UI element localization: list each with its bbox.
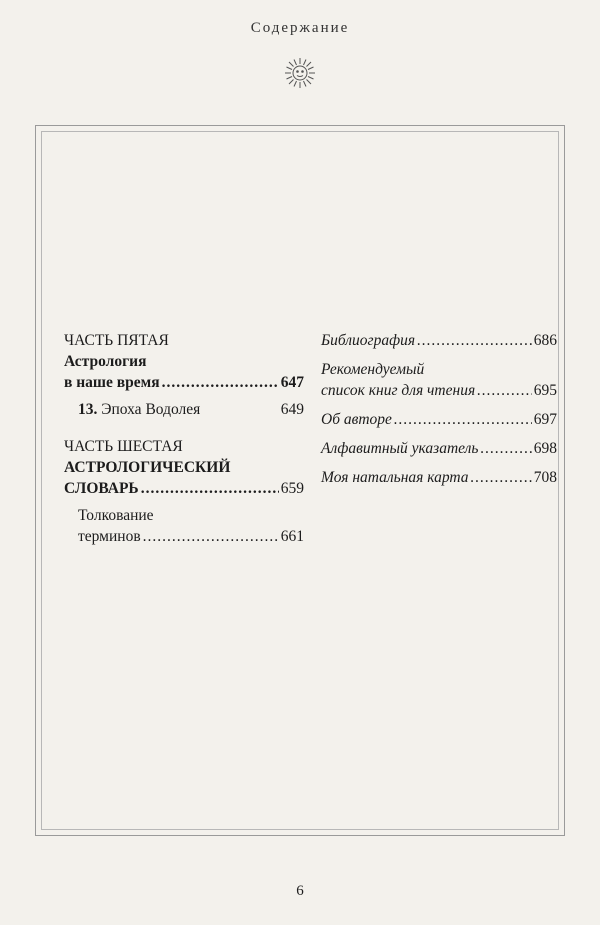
sun-ornament-icon — [283, 56, 317, 90]
leader-dots — [417, 330, 532, 351]
chapter13-page: 649 — [280, 401, 304, 418]
toc-item-page: 695 — [533, 382, 557, 399]
running-header: Содержание — [250, 20, 350, 36]
chapter13-number: 13. — [78, 401, 98, 418]
part5-label: ЧАСТЬ ПЯТАЯ — [64, 332, 169, 349]
part5-title-line2: в наше время — [64, 374, 160, 391]
leader-dots — [143, 526, 279, 547]
toc-item-page: 686 — [533, 332, 557, 349]
part5-entry[interactable] — [64, 372, 304, 393]
part6-page: 659 — [280, 480, 304, 497]
toc-item-title: список книг для чтения — [321, 382, 476, 399]
part5-title-line1: Астрология — [64, 353, 147, 370]
terms-entry[interactable] — [64, 526, 304, 547]
page-number: 6 — [296, 883, 304, 899]
toc-item-reading-list[interactable] — [321, 380, 557, 401]
part5-page: 647 — [280, 374, 304, 391]
toc-item-reading-line1: Рекомендуемый — [321, 361, 425, 378]
toc-item-title: Моя натальная карта — [321, 469, 469, 486]
toc-item-bibliography[interactable] — [321, 330, 557, 351]
toc-item-index[interactable] — [321, 438, 557, 459]
toc-item-title: Об авторе — [321, 411, 392, 428]
toc-item-page: 708 — [533, 469, 557, 486]
part6-title-line2: СЛОВАРЬ — [64, 480, 139, 497]
toc-item-about-author[interactable] — [321, 409, 557, 430]
terms-title-line1: Толкование — [78, 507, 154, 524]
toc-item-title: Библиография — [321, 332, 416, 349]
part6-label: ЧАСТЬ ШЕСТАЯ — [64, 438, 183, 455]
terms-page: 661 — [280, 528, 304, 545]
part6-entry[interactable] — [64, 478, 304, 499]
leader-dots — [477, 380, 532, 401]
toc-item-page: 697 — [533, 411, 557, 428]
chapter13-entry[interactable] — [64, 399, 304, 420]
chapter13-title: Эпоха Водолея — [101, 401, 201, 418]
leader-dots — [480, 438, 531, 459]
part6-title-line1: АСТРОЛОГИЧЕСКИЙ — [64, 459, 231, 476]
toc-item-natal-chart[interactable] — [321, 467, 557, 488]
leader-dots — [471, 467, 532, 488]
terms-title-line2: терминов — [78, 528, 141, 545]
leader-dots — [141, 478, 279, 499]
toc-item-title: Алфавитный указатель — [321, 440, 479, 457]
toc-right-column — [321, 330, 557, 488]
leader-dots — [162, 372, 279, 393]
toc-left-column — [64, 330, 304, 547]
toc-item-page: 698 — [533, 440, 557, 457]
leader-dots — [394, 409, 532, 430]
